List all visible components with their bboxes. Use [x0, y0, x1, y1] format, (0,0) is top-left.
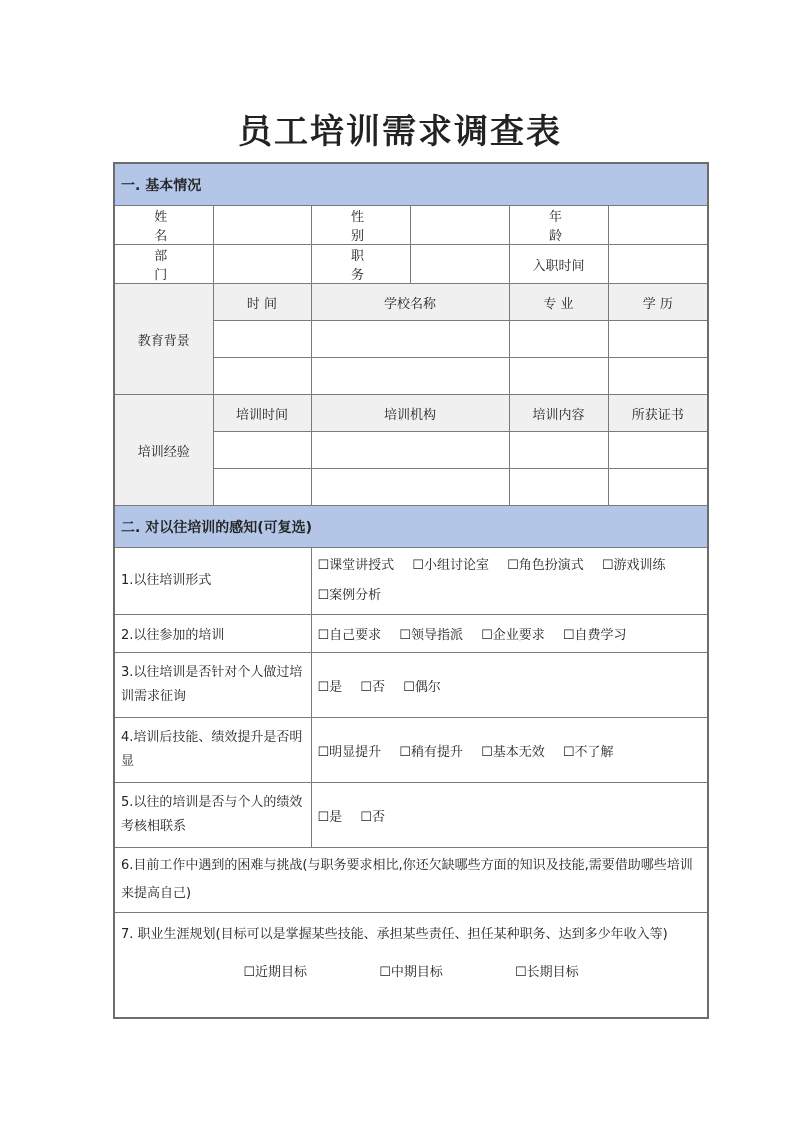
hire-date-label: 入职时间 [509, 245, 608, 284]
option-checkbox[interactable]: ☐课堂讲授式 [317, 558, 395, 573]
row-name-gender-age [114, 206, 708, 245]
edu-col-degree: 学 历 [608, 284, 708, 321]
question-row [114, 783, 708, 848]
age-field[interactable] [608, 206, 708, 245]
edu-cell[interactable] [509, 358, 608, 395]
train-col-content: 培训内容 [509, 395, 608, 432]
question-7-row [114, 913, 708, 1019]
question-label: 2.以往参加的培训 [114, 615, 311, 653]
survey-form [113, 162, 709, 1019]
question-row [114, 718, 708, 783]
name-field[interactable] [213, 206, 311, 245]
train-cell[interactable] [213, 432, 311, 469]
edu-cell[interactable] [608, 321, 708, 358]
edu-cell[interactable] [311, 358, 509, 395]
option-checkbox[interactable]: ☐明显提升 [317, 744, 382, 760]
question-options [311, 615, 708, 653]
option-checkbox[interactable]: ☐领导指派 [399, 628, 463, 643]
question-6-text: 6.目前工作中遇到的困难与挑战(与职务要求相比,你还欠缺哪些方面的知识及技能,需要借助哪些培训来提高自己) [114, 848, 708, 913]
option-checkbox[interactable]: ☐稍有提升 [399, 744, 463, 760]
hire-date-field[interactable] [608, 245, 708, 284]
document-title: 员工培训需求调查表 [238, 112, 562, 152]
question-7-text: 7. 职业生涯规划(目标可以是掌握某些技能、承担某些责任、担任某种职务、达到多少年收入等) [121, 927, 668, 942]
edu-col-time: 时 间 [213, 284, 311, 321]
question-row [114, 653, 708, 718]
dept-field[interactable] [213, 245, 311, 284]
question-label: 4.培训后技能、绩效提升是否明显 [114, 718, 311, 783]
question-options [311, 783, 708, 848]
option-checkbox[interactable]: ☐否 [360, 809, 385, 825]
train-cell[interactable] [608, 469, 708, 506]
section-heading: 一. 基本情况 [114, 163, 708, 206]
option-checkbox[interactable]: ☐近期目标 [243, 965, 308, 980]
train-col-cert: 所获证书 [608, 395, 708, 432]
position-field[interactable] [410, 245, 509, 284]
edu-col-school: 学校名称 [311, 284, 509, 321]
option-checkbox[interactable]: ☐案例分析 [317, 588, 382, 603]
question-row [114, 615, 708, 653]
question-label: 1.以往培训形式 [114, 548, 311, 615]
question-options [311, 548, 708, 615]
position-label: 职 务 [311, 245, 410, 284]
option-checkbox[interactable]: ☐自己要求 [317, 628, 382, 643]
option-checkbox[interactable]: ☐游戏训练 [601, 558, 666, 573]
question-6-row [114, 848, 708, 913]
option-checkbox[interactable]: ☐是 [317, 809, 343, 825]
question-row [114, 548, 708, 615]
train-cell[interactable] [509, 432, 608, 469]
option-checkbox[interactable]: ☐基本无效 [481, 744, 545, 760]
option-checkbox[interactable]: ☐自费学习 [562, 628, 627, 643]
name-label: 姓 名 [114, 206, 213, 245]
train-cell[interactable] [311, 469, 509, 506]
question-7-cell [114, 913, 708, 1019]
train-col-org: 培训机构 [311, 395, 509, 432]
gender-field[interactable] [410, 206, 509, 245]
option-checkbox[interactable]: ☐角色扮演式 [507, 558, 584, 573]
option-checkbox[interactable]: ☐否 [360, 679, 385, 695]
edu-cell[interactable] [608, 358, 708, 395]
edu-cell[interactable] [213, 321, 311, 358]
edu-col-major: 专 业 [509, 284, 608, 321]
option-checkbox[interactable]: ☐中期目标 [379, 965, 443, 980]
training-header-row [114, 395, 708, 432]
gender-label: 性 别 [311, 206, 410, 245]
dept-label: 部 门 [114, 245, 213, 284]
question-options [311, 653, 708, 718]
edu-cell[interactable] [509, 321, 608, 358]
edu-cell[interactable] [213, 358, 311, 395]
education-header-row [114, 284, 708, 321]
option-checkbox[interactable]: ☐偶尔 [403, 679, 441, 695]
question-options [311, 718, 708, 783]
option-checkbox[interactable]: ☐是 [317, 679, 343, 695]
option-checkbox[interactable]: ☐企业要求 [481, 628, 545, 643]
train-cell[interactable] [213, 469, 311, 506]
option-checkbox[interactable]: ☐不了解 [562, 744, 614, 760]
option-checkbox[interactable]: ☐小组讨论室 [412, 558, 489, 573]
section-basic-info [114, 163, 708, 206]
education-label: 教育背景 [114, 284, 213, 395]
question-label: 5.以往的培训是否与个人的绩效考核相联系 [114, 783, 311, 848]
row-dept-position-hire [114, 245, 708, 284]
train-col-time: 培训时间 [213, 395, 311, 432]
train-cell[interactable] [509, 469, 608, 506]
section-heading: 二. 对以往培训的感知(可复选) [114, 506, 708, 548]
option-checkbox[interactable]: ☐长期目标 [515, 965, 579, 980]
career-goal-options [121, 959, 701, 987]
train-cell[interactable] [608, 432, 708, 469]
training-label: 培训经验 [114, 395, 213, 506]
question-label: 3.以往培训是否针对个人做过培训需求征询 [114, 653, 311, 718]
age-label: 年 龄 [509, 206, 608, 245]
section-past-training [114, 506, 708, 548]
edu-cell[interactable] [311, 321, 509, 358]
train-cell[interactable] [311, 432, 509, 469]
